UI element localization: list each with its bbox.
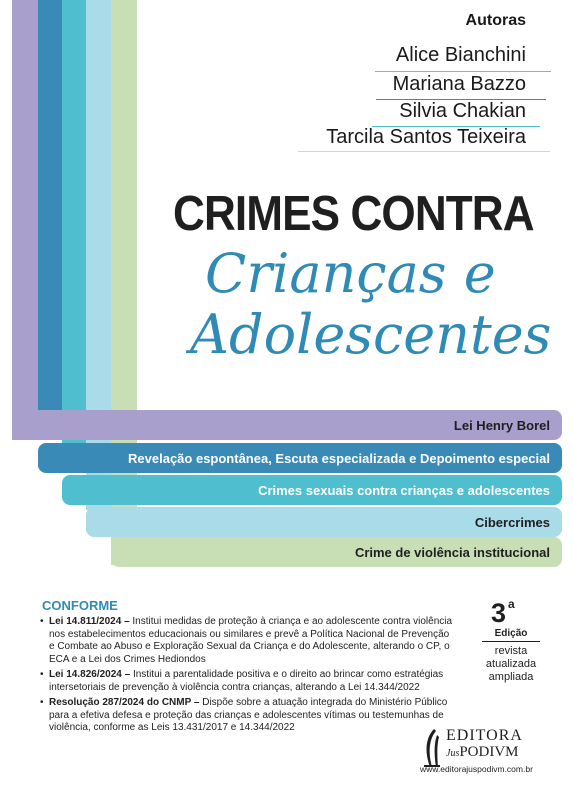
law-name: Resolução 287/2024 do CNMP – (49, 697, 200, 708)
stripe-lavender (12, 0, 38, 440)
publisher-name-prefix: Jus (446, 748, 460, 759)
topic-band (38, 443, 562, 473)
law-description: Dispõe sobre a atuação integrada do Ministério Público para a efetiva defesa e proteção das crianças e adolescentes vítimas ou testemunhas de violência, conforme as Leis 13.431/2017 e 14.344/2022 (49, 697, 448, 733)
book-title-line1: CRIMES CONTRA (173, 187, 534, 241)
author-name: Silvia Chakian (399, 100, 526, 122)
topic-band (62, 475, 562, 505)
publisher-logo (420, 727, 570, 777)
author-name: Mariana Bazzo (392, 73, 526, 95)
edition-label: Edição (482, 628, 540, 642)
stripe-blue (38, 0, 62, 410)
publisher-name-line2 (446, 744, 519, 761)
topic-band (111, 537, 562, 567)
topic-label: Crimes sexuais contra crianças e adolescentes (258, 482, 550, 498)
publisher-url: www.editorajuspodivm.com.br (420, 764, 533, 774)
authors-label: Autoras (465, 12, 526, 29)
law-name: Lei 14.811/2024 – (49, 616, 130, 627)
law-name: Lei 14.826/2024 – (49, 669, 131, 680)
publisher-name-main: PODIVM (459, 744, 519, 760)
edition-line: ampliada (488, 671, 534, 683)
author-name: Tarcila Santos Teixeira (326, 126, 526, 148)
conforme-list (40, 616, 454, 738)
edition-ordinal: a (508, 597, 515, 611)
author-name: Alice Bianchini (395, 44, 526, 66)
stripe-cyan (62, 0, 86, 470)
book-title-line3: Adolescentes (190, 303, 552, 366)
publisher-name-line1: EDITORA (446, 727, 523, 744)
author-underline (375, 71, 551, 72)
conforme-item (40, 697, 454, 735)
conforme-item (40, 616, 454, 666)
law-description: Institui medidas de proteção à criança e ao adolescente contra violência nos estabelecimentos educacionais ou similares e prevê a Política Nacional de Prevenção e Combate ao Abuso e Exploração Sexual da Criança e do Adolescente, alterando o CP, o ECA e a Lei dos Crimes Hediondos (49, 616, 453, 665)
edition-line: revista (494, 645, 528, 657)
topic-band (86, 507, 562, 537)
law-description: Institui a parentalidade positiva e o direito ao brincar como estratégias intersetoriais de prevenção à violência contra crianças, alterando a Lei 14.344/2022 (49, 669, 444, 693)
topic-label: Revelação espontânea, Escuta especializada e Depoimento especial (128, 450, 550, 466)
conforme-item (40, 669, 454, 694)
conforme-heading: CONFORME (42, 598, 118, 613)
author-underline (298, 151, 550, 152)
topic-label: Lei Henry Borel (453, 417, 550, 433)
topic-band (12, 410, 562, 440)
edition-description (478, 645, 544, 684)
book-title-line2: Crianças e (205, 242, 496, 305)
publisher-column-icon (420, 727, 442, 769)
edition-number: 3 (491, 598, 507, 628)
topic-label: Cibercrimes (474, 514, 550, 530)
edition-line: atualizada (485, 658, 537, 670)
topic-label: Crime de violência institucional (354, 544, 550, 560)
